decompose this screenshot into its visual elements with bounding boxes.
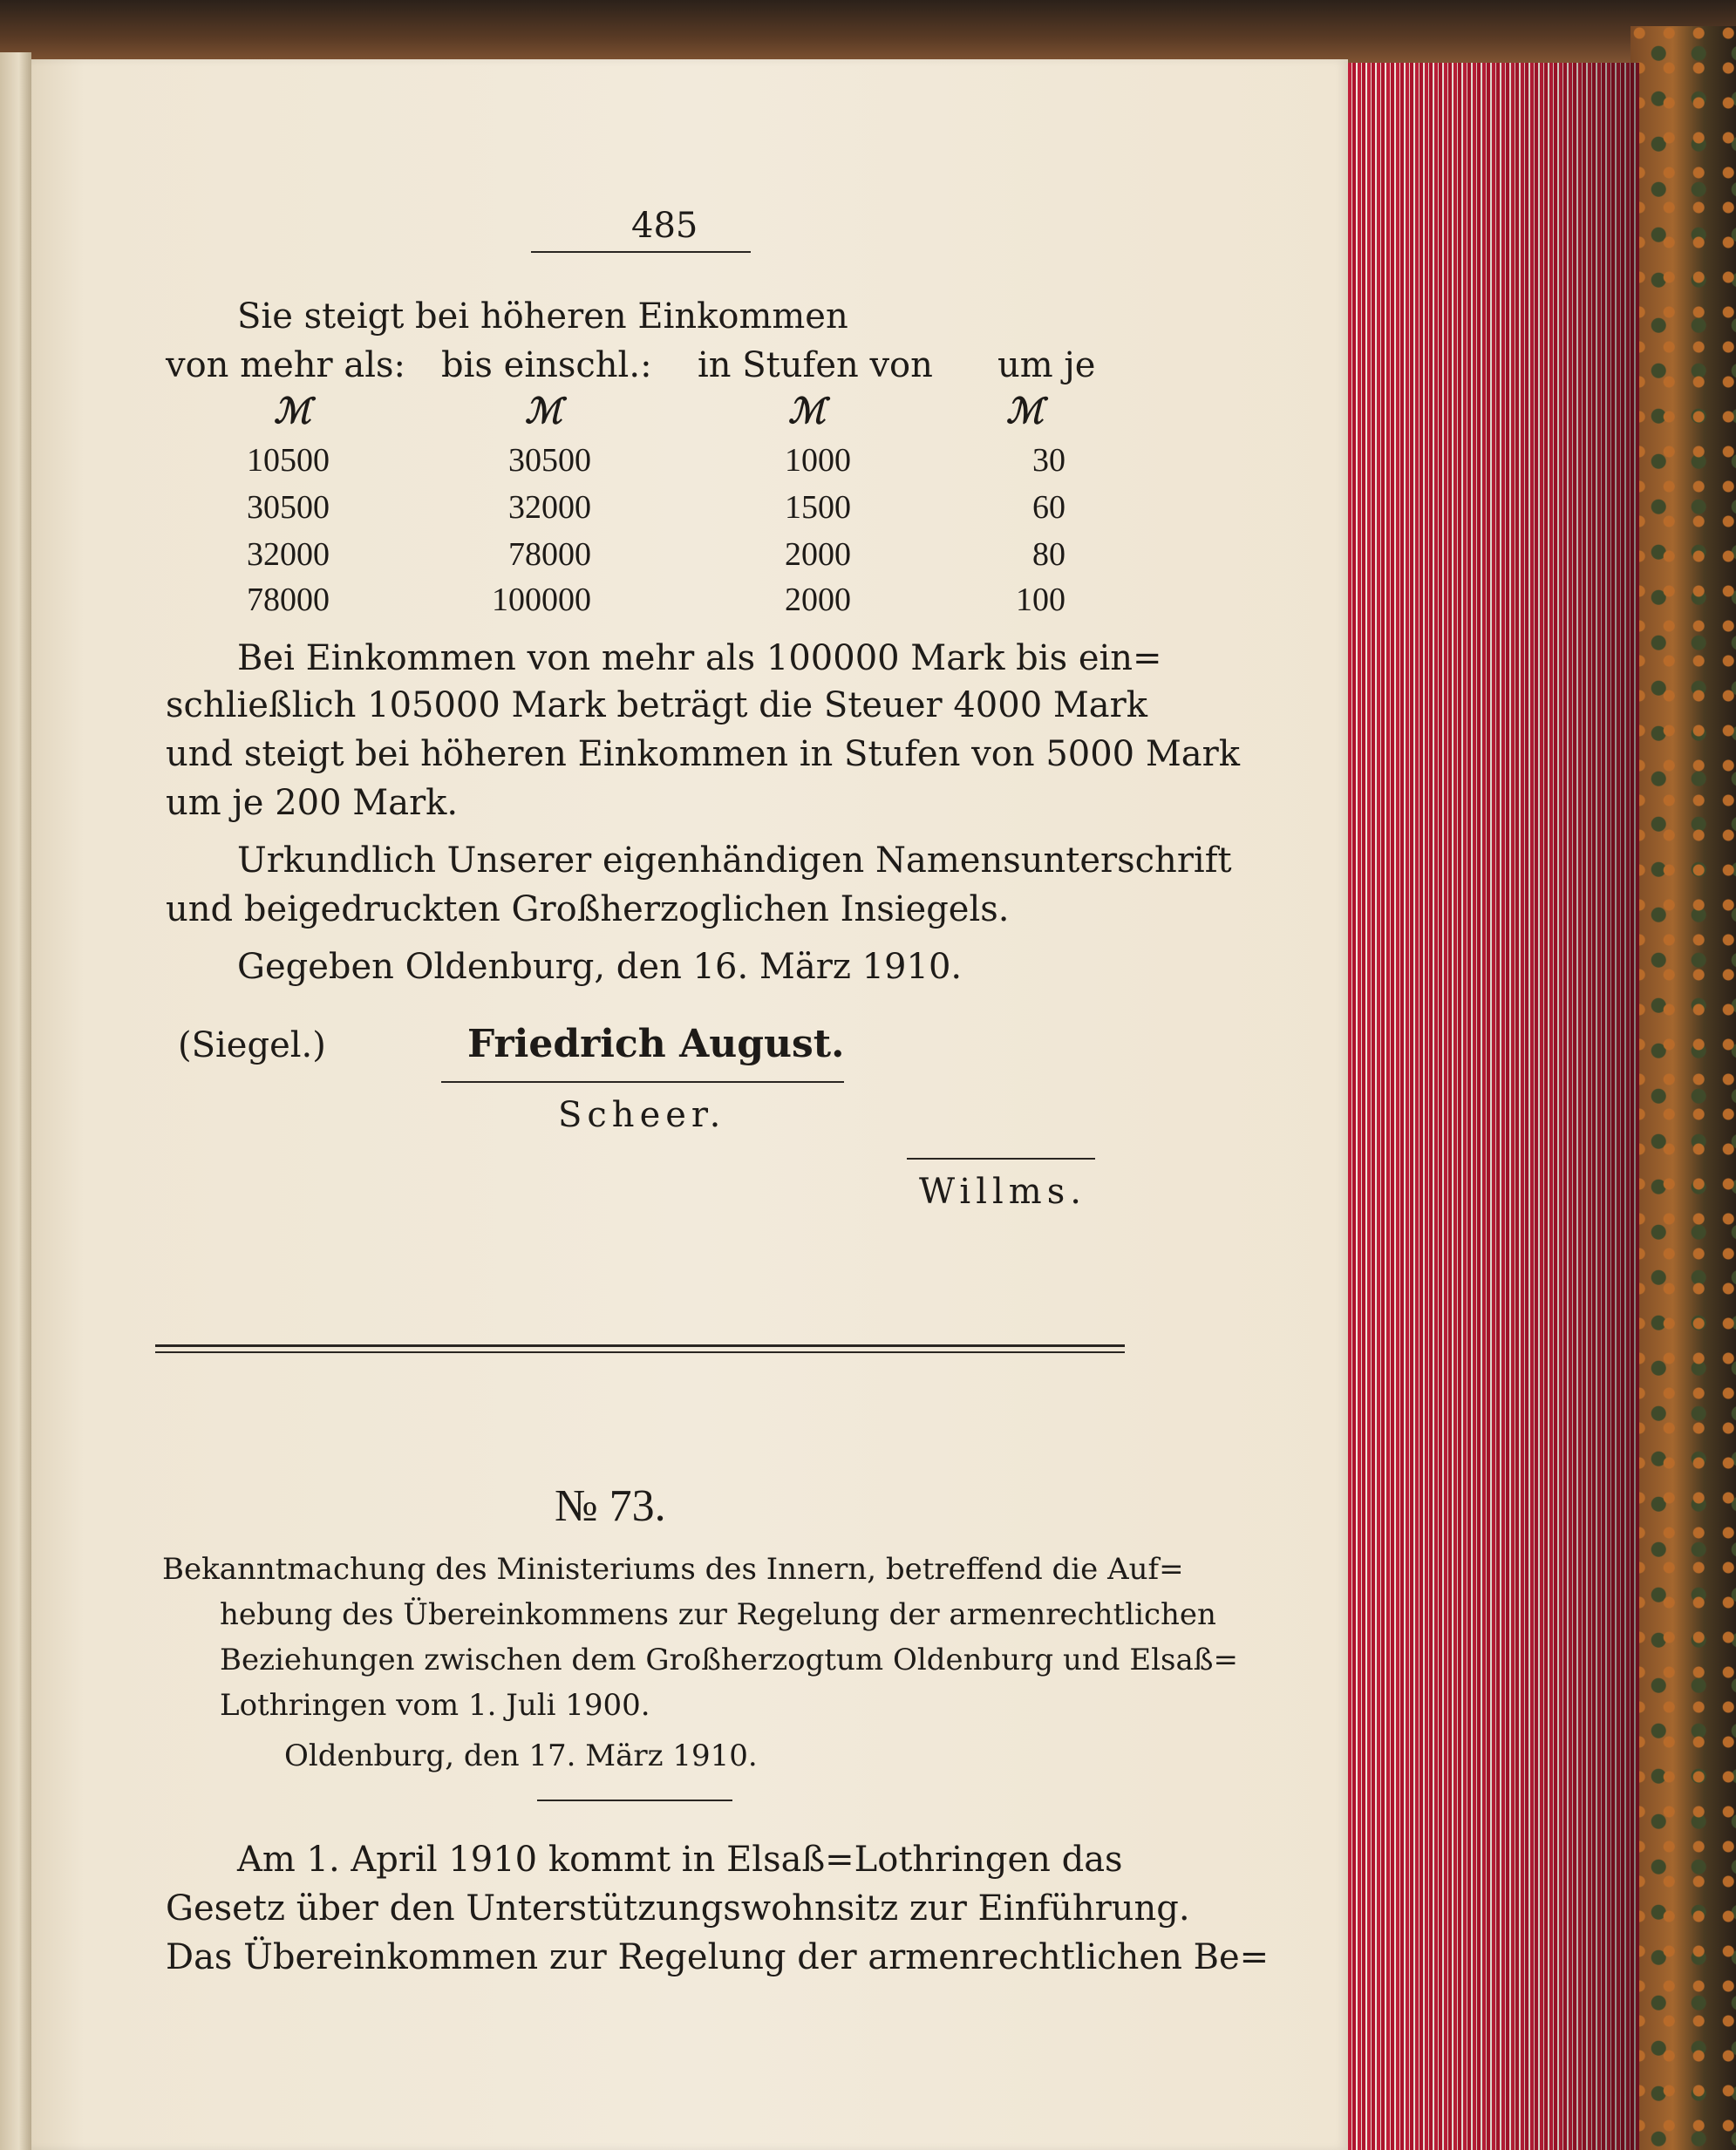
unit-mark-2: ℳ xyxy=(525,391,562,432)
book-page xyxy=(31,59,1348,2150)
announcement-title-line: hebung des Übereinkommens zur Regelung der armenrechtlichen xyxy=(220,1597,1216,1632)
signature-willms: Willms. xyxy=(919,1172,1086,1212)
table-row: 60 xyxy=(1032,489,1065,526)
table-row: 2000 xyxy=(785,582,851,618)
announcement-title-line: Lothringen vom 1. Juli 1900. xyxy=(220,1688,650,1723)
date-rule xyxy=(537,1800,732,1801)
table-row: 100 xyxy=(1016,582,1065,618)
body-line: Am 1. April 1910 kommt in Elsaß=Lothringen das xyxy=(237,1840,1123,1880)
page-number-rule xyxy=(531,251,751,253)
table-intro: Sie steigt bei höheren Einkommen xyxy=(237,296,848,337)
table-row: 80 xyxy=(1032,536,1065,573)
table-row: 10500 xyxy=(247,442,330,479)
table-row: 78000 xyxy=(247,582,330,618)
book-cover-right xyxy=(1630,26,1736,2150)
table-header-um-je: um je xyxy=(997,345,1096,385)
paragraph-line: und beigedruckten Großherzoglichen Insiegels. xyxy=(166,889,1010,929)
paragraph-line: und steigt bei höheren Einkommen in Stufen von 5000 Mark xyxy=(166,734,1241,774)
table-row: 30500 xyxy=(247,489,330,526)
table-row: 30500 xyxy=(508,442,591,479)
given-date: Gegeben Oldenburg, den 16. März 1910. xyxy=(237,947,963,987)
table-row: 78000 xyxy=(508,536,591,573)
signature-rule xyxy=(441,1081,844,1083)
body-line: Das Übereinkommen zur Regelung der armenrechtlichen Be= xyxy=(166,1937,1270,1977)
table-row: 32000 xyxy=(508,489,591,526)
signature-friedrich-august: Friedrich August. xyxy=(467,1022,845,1066)
table-row: 2000 xyxy=(785,536,851,573)
section-number: № 73. xyxy=(555,1481,666,1531)
table-row: 30 xyxy=(1032,442,1065,479)
signature-scheer: Scheer. xyxy=(558,1095,726,1135)
table-row: 1000 xyxy=(785,442,851,479)
paragraph-line: um je 200 Mark. xyxy=(166,783,459,823)
body-line: Gesetz über den Unterstützungswohnsitz zur Einführung. xyxy=(166,1888,1190,1929)
page-edges xyxy=(1343,63,1639,2150)
paragraph-line: schließlich 105000 Mark beträgt die Steuer 4000 Mark xyxy=(166,685,1148,725)
paragraph-line: Bei Einkommen von mehr als 100000 Mark bis ein= xyxy=(237,638,1162,678)
table-header-in-stufen-von: in Stufen von xyxy=(698,345,933,385)
left-page-edge xyxy=(0,52,31,2150)
table-row: 1500 xyxy=(785,489,851,526)
table-header-bis-einschl: bis einschl.: xyxy=(441,345,652,385)
unit-mark-1: ℳ xyxy=(274,391,311,432)
signature-rule-willms xyxy=(907,1158,1095,1160)
announcement-date: Oldenburg, den 17. März 1910. xyxy=(284,1738,758,1773)
unit-mark-4: ℳ xyxy=(1006,391,1044,432)
table-row: 32000 xyxy=(247,536,330,573)
unit-mark-3: ℳ xyxy=(788,391,826,432)
seal-label: (Siegel.) xyxy=(178,1025,326,1065)
table-header-von-mehr-als: von mehr als: xyxy=(166,345,405,385)
announcement-title-line: Beziehungen zwischen dem Großherzogtum Oldenburg und Elsaß= xyxy=(220,1643,1238,1677)
announcement-title-line: Bekanntmachung des Ministeriums des Innern, betreffend die Auf= xyxy=(162,1552,1184,1587)
page-number: 485 xyxy=(631,206,698,246)
section-separator-thin xyxy=(155,1351,1125,1353)
section-separator xyxy=(155,1344,1125,1347)
paragraph-line: Urkundlich Unserer eigenhändigen Namensunterschrift xyxy=(237,840,1232,881)
table-row: 100000 xyxy=(492,582,591,618)
